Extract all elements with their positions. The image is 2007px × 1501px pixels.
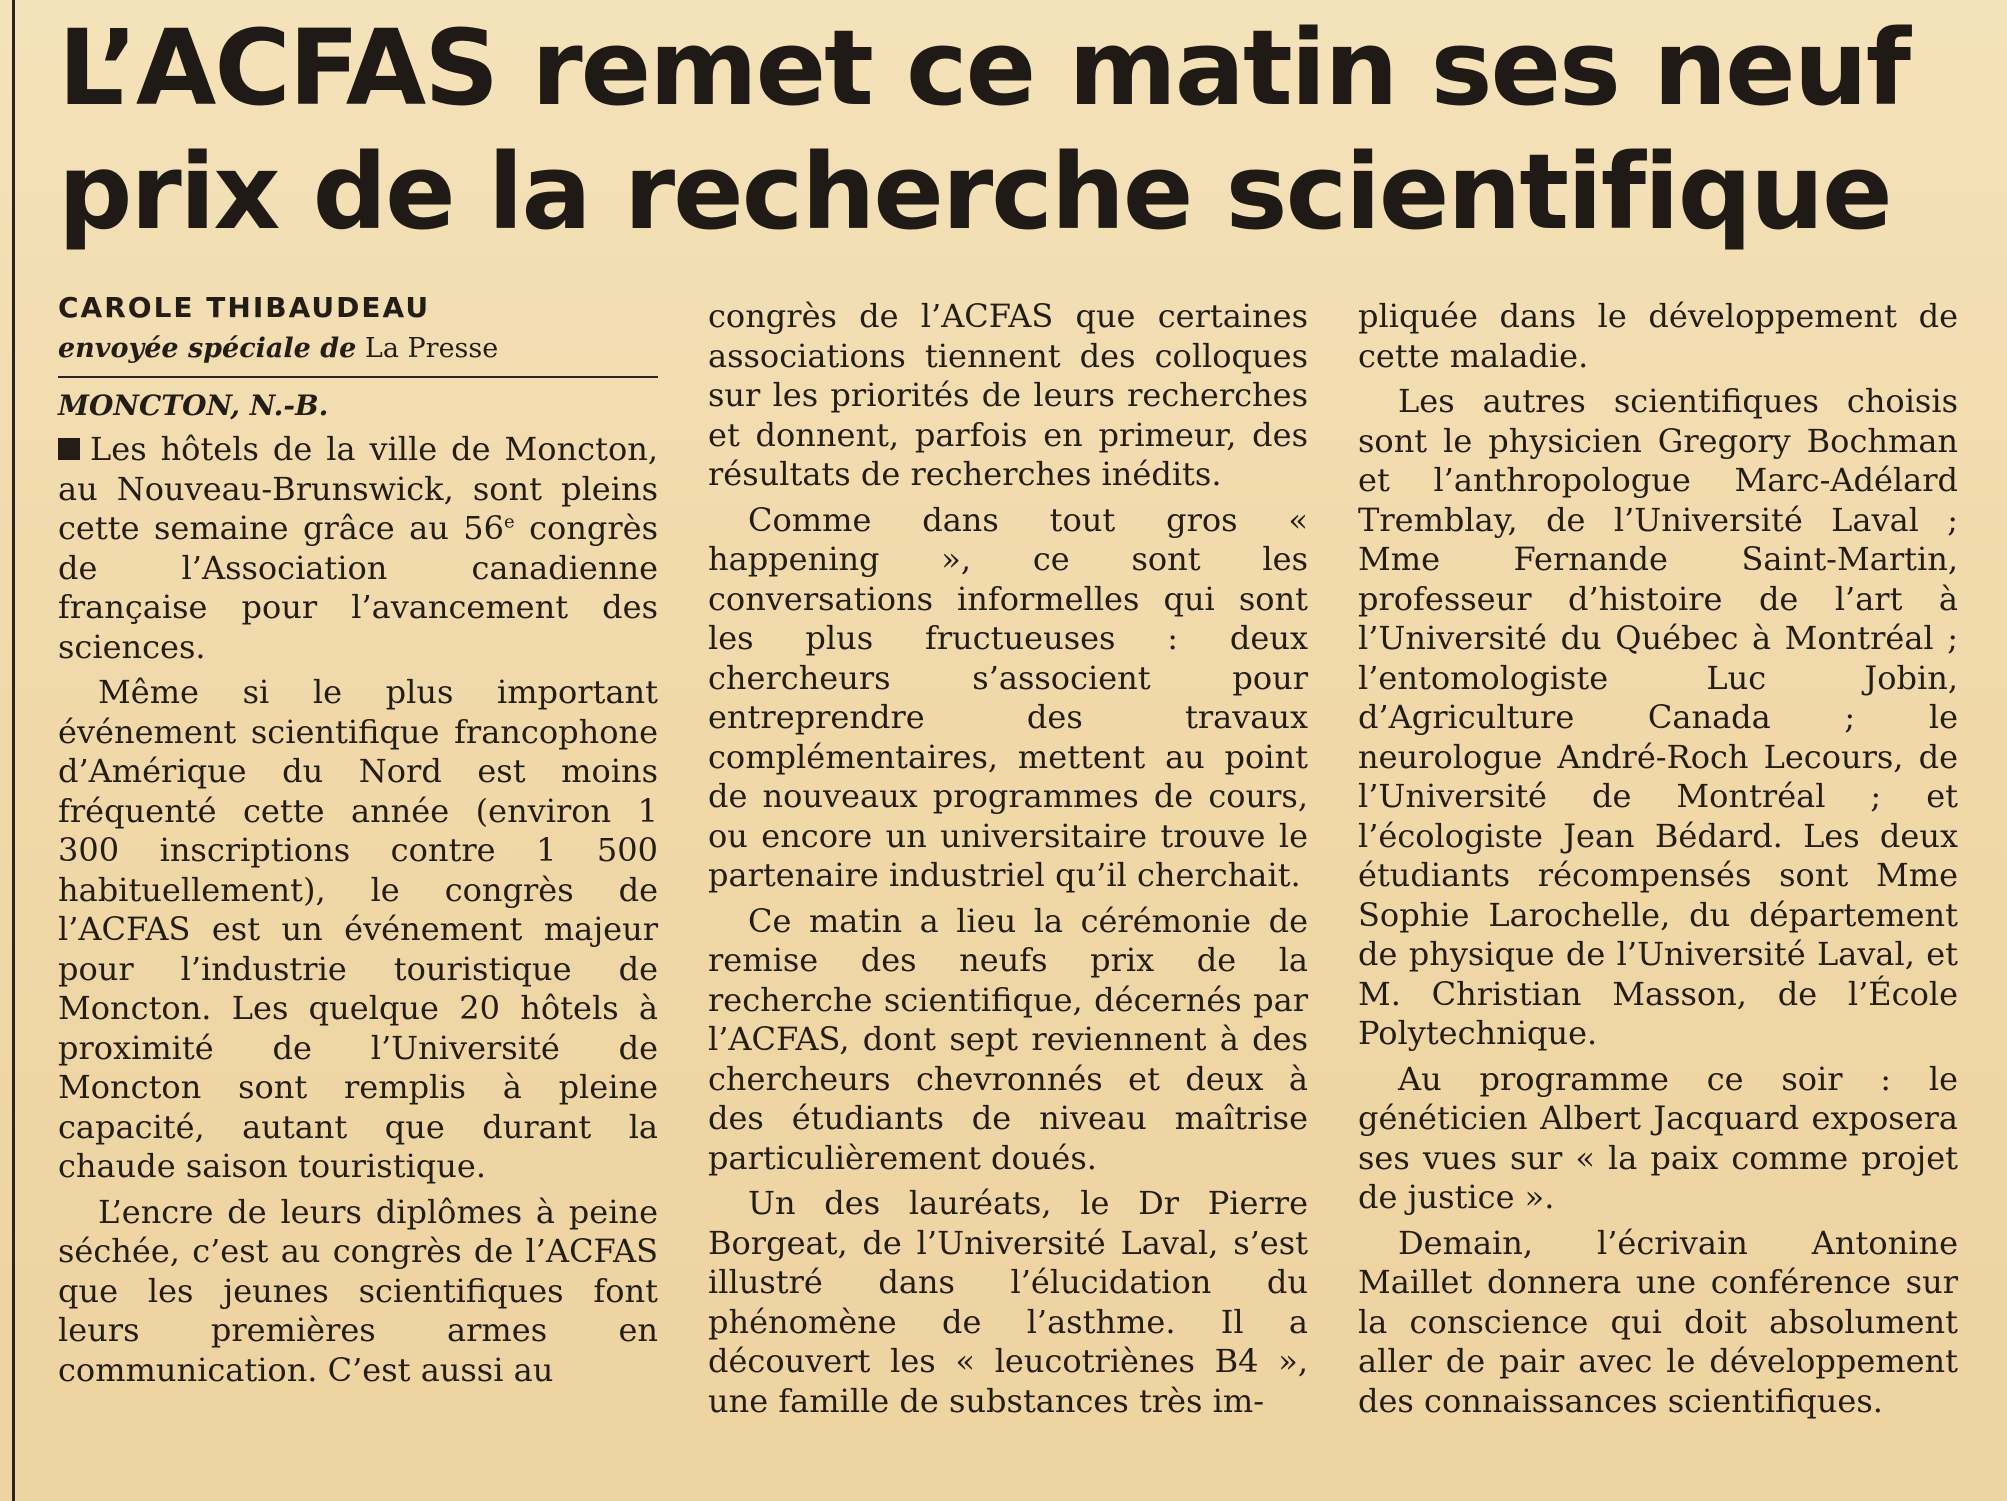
paragraph-1-text: Les hôtels de la ville de Moncton, au Nouveau-Brunswick, sont pleins cette semaine grâce au 56 [58,430,658,547]
paragraph-3-start: L’encre de leurs diplômes à peine séchée, c’est au congrès de l’ACFAS que les jeunes scientifiques font leurs premières armes en communication. C’est aussi au [58,1192,658,1389]
byline-author: CAROLE THIBAUDEAU [58,291,431,324]
paragraph-8: Au programme ce soir : le généticien Albert Jacquard exposera ses vues sur « la paix comme projet de justice ». [1358,1059,1958,1216]
dateline: MONCTON, N.-B. [58,389,329,422]
square-bullet-icon [58,438,80,460]
paragraph-2: Même si le plus important événement scientifique francophone d’Amérique du Nord est moins fréquenté cette année (environ 1 300 inscriptions contre 1 500 habituellement), le congrès de l’ACFAS est un événement majeur pour l’industrie touristique de Moncton. Les quelque 20 hôtels à proximité de l’Université de Moncton sont remplis à pleine capacité, autant que durant la chaude saison touristique. [58,673,658,1185]
headline [58,6,1958,254]
byline-divider [58,376,658,378]
paragraph-1-end: congrès de l’Association canadienne française pour l’avancement des sciences. [58,509,659,666]
paragraph-4: Comme dans tout gros « happening », ce sont les conversations informelles qui sont les plus fructueuses : deux chercheurs s’associent pour entreprendre des travaux complémentaires, mettent au point de nouveaux programmes de cours, ou encore un universitaire trouve le partenaire industriel qu’il cherchait. [708,500,1308,894]
column-3 [1358,297,1958,1421]
paragraph-7: Les autres scientifiques choisis sont le physicien Gregory Bochman et l’anthropologue Marc-Adélard Tremblay, de l’Université Laval ; Mme Fernande Saint-Martin, professeur d’histoire de l’art à l’Université du Québec à Montréal ; l’entomologiste Luc Jobin, d’Agriculture Canada ; le neurologue André-Roch Lecours, de l’Université de Montréal ; et l’écologiste Jean Bédard. Les deux étudiants récompensés sont Mme Sophie Larochelle, du département de physique de l’Université Laval, et M. Christian Masson, de l’École Polytechnique. [1358,382,1958,1052]
paragraph-1 [58,430,658,667]
ordinal-superscript: e [503,511,515,533]
column-2 [708,297,1308,1421]
paragraph-6-start: Un des lauréats, le Dr Pierre Borgeat, de l’Université Laval, s’est illustré dans l’élucidation du phénomène de l’asthme. Il a découvert les « leucotriènes B4 », une famille de substances très im- [708,1184,1308,1420]
paragraph-9: Demain, l’écrivain Antonine Maillet donnera une conférence sur la conscience qui doit absolument aller de pair avec le développement des connaissances scientifiques. [1358,1223,1958,1420]
headline-line-1: L’ACFAS remet ce matin ses neuf [58,7,1909,129]
column-rule [12,0,15,1501]
paragraph-5: Ce matin a lieu la cérémonie de remise des neufs prix de la recherche scientifique, décernés par l’ACFAS, dont sept reviennent à des chercheurs chevronnés et deux à des étudiants de niveau maîtrise particulièrement doués. [708,901,1308,1177]
paragraph-6-end: pliquée dans le développement de cette maladie. [1358,297,1958,375]
column-1 [58,290,658,1390]
byline-publication: La Presse [364,333,499,364]
paragraph-3-end: congrès de l’ACFAS que certaines associations tiennent des colloques sur les priorités de leurs recherches et donnent, parfois en primeur, des résultats de recherches inédits. [708,297,1308,493]
byline-role-prefix: envoyée spéciale de [58,333,357,364]
headline-line-2: prix de la recherche scientifique [58,131,1891,253]
byline-role [58,332,658,366]
